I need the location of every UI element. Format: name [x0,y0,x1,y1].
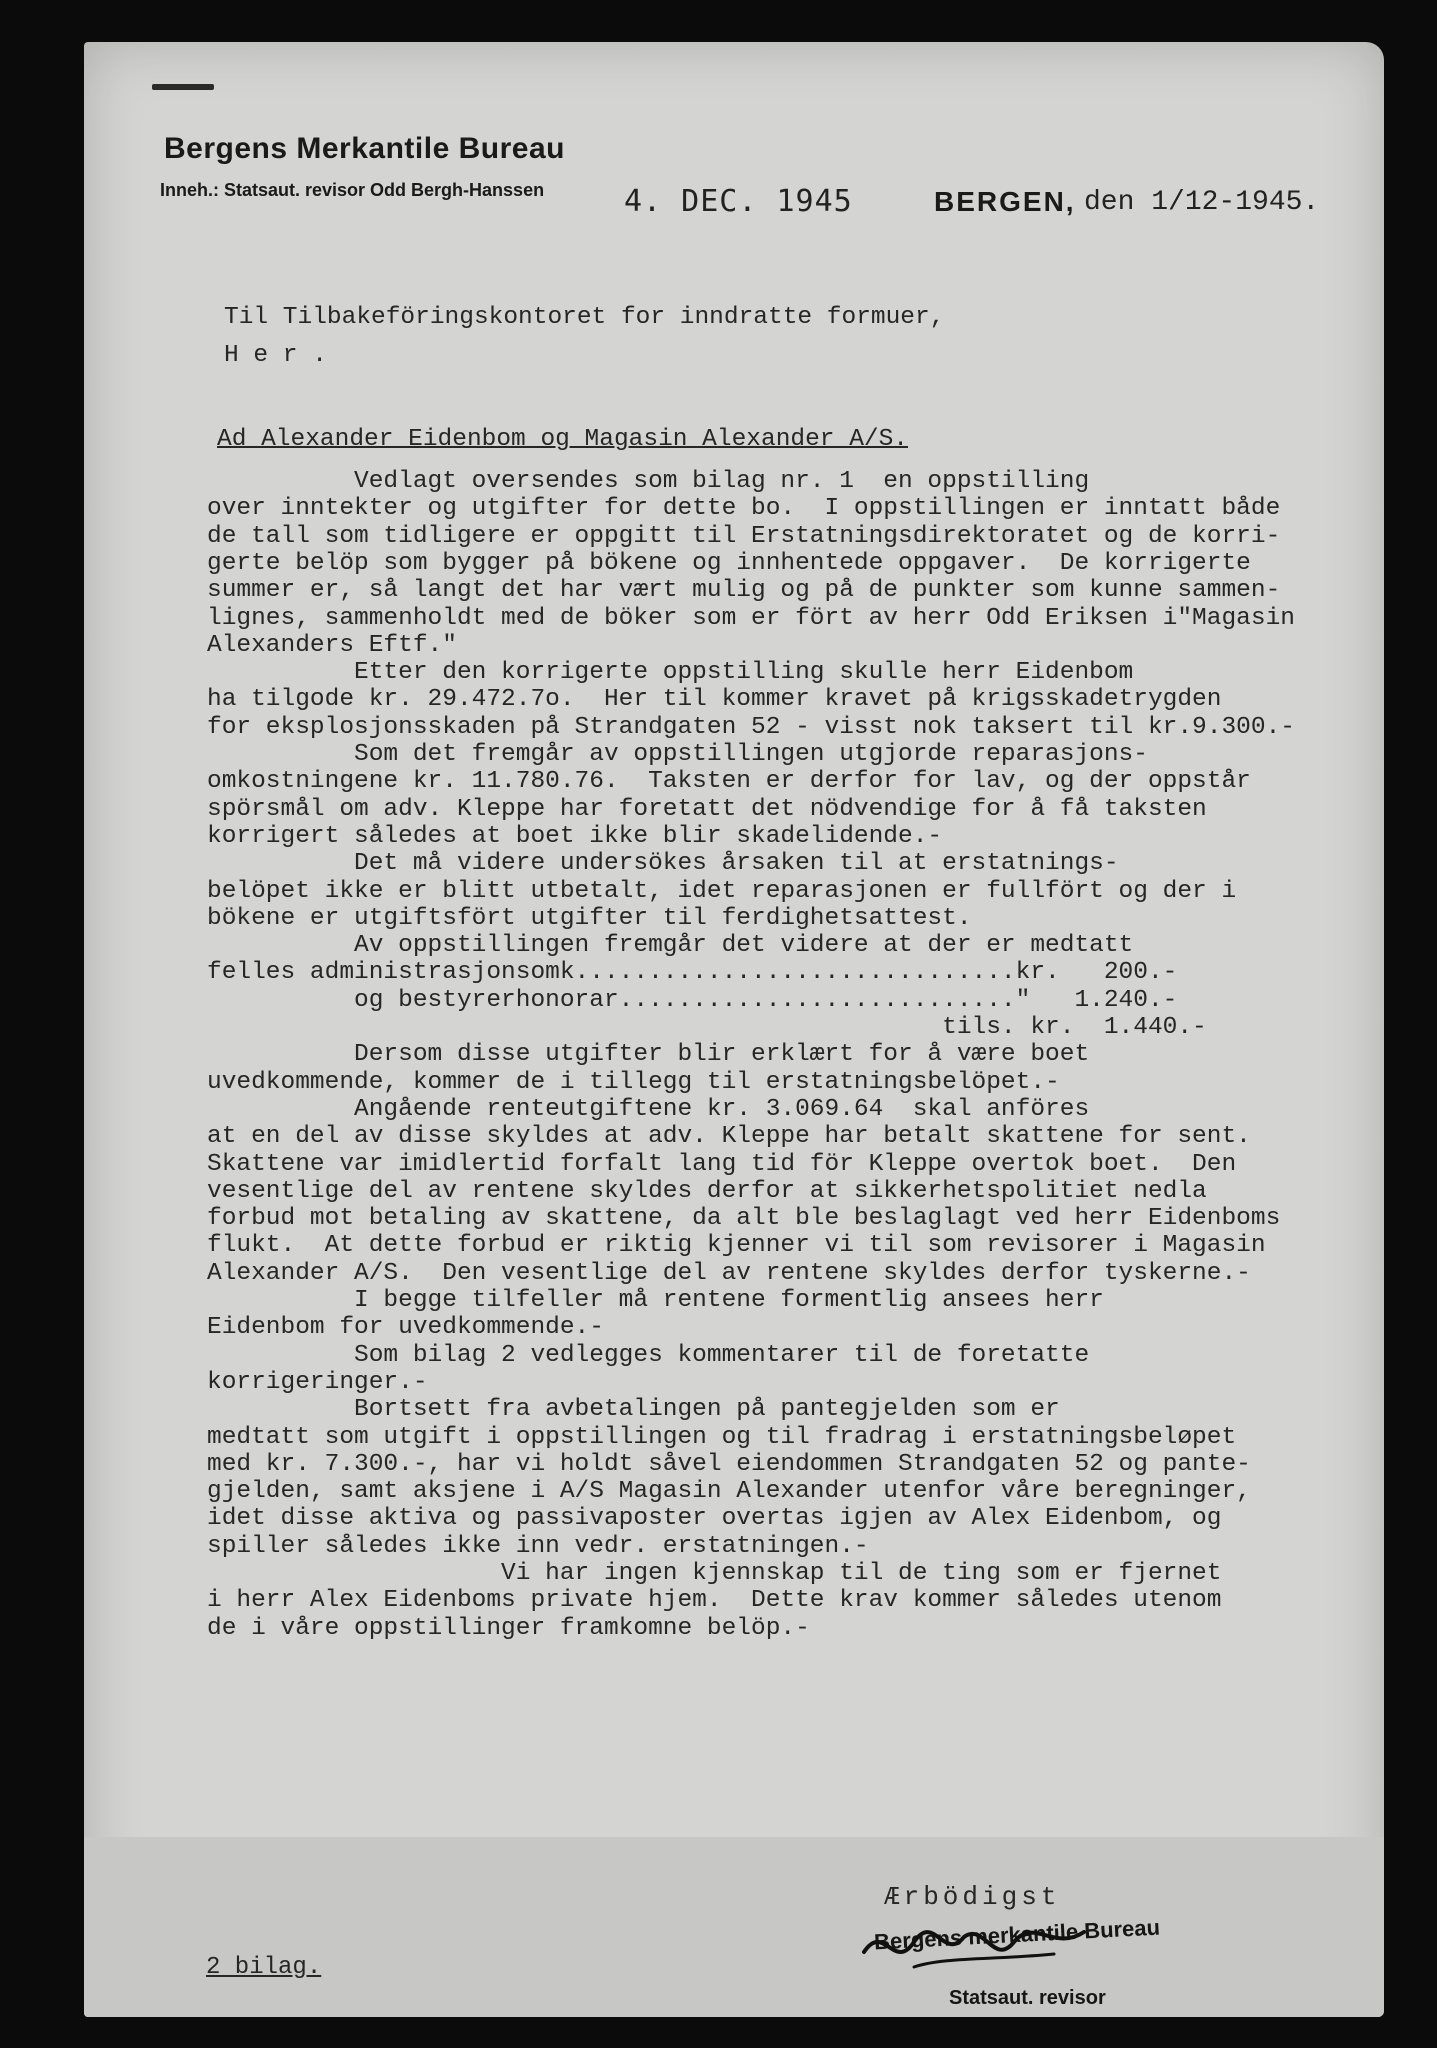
body-line: de i våre oppstillinger framkomne belöp.- [207,1614,810,1642]
body-line: Etter den korrigerte oppstilling skulle herr Eidenbom [207,659,1134,687]
company-name: Bergens Merkantile Bureau [164,132,565,165]
body-line: tils. kr. 1.440.- [207,1014,1207,1041]
body-line: Vi har ingen kjennskap til de ting som er fjernet [207,1560,1222,1587]
body-line: Det må videre undersökes årsaken til at erstatnings- [207,850,1119,878]
body-line: Bortsett fra avbetalingen på pantegjelden som er [207,1396,1060,1424]
body-line: Skattene var imidlertid forfalt lang tid för Kleppe overtok boet. Den [207,1150,1237,1178]
letter-date: den 1/12-1945. [1084,187,1320,218]
received-stamp: 4. DEC. 1945 [624,184,853,219]
body-line: ha tilgode kr. 29.472.7o. Her til kommer kravet på krigsskadetrygden [207,686,1222,714]
body-line: Eidenbom for uvedkommende.- [207,1314,604,1342]
body-line: at en del av disse skyldes at adv. Kleppe har betalt skattene for sent. [207,1123,1251,1151]
body-line: Alexanders Eftf." [207,631,457,659]
body-line: Alexander A/S. Den vesentlige del av rentene skyldes derfor tyskerne.- [207,1259,1251,1287]
body-line: korrigert således at boet ikke blir skadelidende.- [207,822,943,850]
handwritten-signature [854,1912,1104,1982]
body-line: vesentlige del av rentene skyldes derfor at sikkerhetspolitiet nedla [207,1177,1207,1205]
body-line: og bestyrerhonorar..........................." 1.240.- [207,986,1178,1014]
body-line: lignes, sammenholdt med de böker som er fört av herr Odd Eriksen i"Magasin [207,604,1295,632]
owner-line: Inneh.: Statsaut. revisor Odd Bergh-Hanssen [160,180,545,200]
body-line: spörsmål om adv. Kleppe har foretatt det nödvendige for å få taksten [207,795,1207,823]
header-mark [152,84,214,90]
signature-title: Statsaut. revisor [949,1987,1106,2009]
body-line: uvedkommende, kommer de i tillegg til erstatningsbelöpet.- [207,1068,1060,1096]
body-line: korrigeringer.- [207,1368,428,1396]
footer-band [84,1837,1384,2017]
body-line: i herr Alex Eidenboms private hjem. Dette krav kommer således utenom [207,1587,1222,1615]
body-line: medtatt som utgift i oppstillingen og til fradrag i erstatningsbeløpet [207,1423,1237,1451]
body-line: idet disse aktiva og passivaposter overtas igjen av Alex Eidenbom, og [207,1505,1222,1533]
body-line: Av oppstillingen fremgår det videre at der er medtatt [207,932,1134,960]
body-line: spiller således ikke inn vedr. erstatningen.- [207,1532,869,1560]
subject-line: Ad Alexander Eidenbom og Magasin Alexander A/S. [217,426,909,453]
body-line: gerte belöp som bygger på bökene og innhentede oppgaver. De korrigerte [207,549,1251,577]
body-line: gjelden, samt aksjene i A/S Magasin Alexander utenfor våre beregninger, [207,1478,1251,1506]
body-line: for eksplosjonsskaden på Strandgaten 52 - visst nok taksert til kr.9.300.- [207,713,1295,741]
body-line: med kr. 7.300.-, har vi holdt såvel eiendommen Strandgaten 52 og pante- [207,1450,1251,1478]
body-line: flukt. At dette forbud er riktig kjenner vi til som revisorer i Magasin [207,1232,1266,1260]
letter-page [84,42,1384,2017]
signature-company: Bergens merkantile Bureau [873,1914,1161,1955]
body-line: forbud mot betaling av skattene, da alt ble beslaglagt ved herr Eidenboms [207,1205,1281,1233]
body-line: summer er, så langt det har vært mulig og på de punkter som kunne sammen- [207,577,1281,605]
body-line: bökene er utgiftsfört utgifter til ferdighetsattest. [207,904,972,932]
body-line: belöpet ikke er blitt utbetalt, idet reparasjonen er fullfört og der i [207,877,1237,905]
body-line: Vedlagt oversendes som bilag nr. 1 en oppstilling [207,468,1090,495]
enclosures: 2 bilag. [206,1954,322,1981]
body-line: Dersom disse utgifter blir erklært for å være boet [207,1041,1090,1069]
body-line: I begge tilfeller må rentene formentlig ansees herr [207,1287,1104,1314]
body-line: over inntekter og utgifter for dette bo. I oppstillingen er inntatt både [207,495,1281,523]
address-line-2: H e r . [224,342,327,369]
body-line: Som bilag 2 vedlegges kommentarer til de foretatte [207,1341,1090,1369]
body-line: felles administrasjonsomk..............................kr. 200.- [207,959,1178,987]
body-line: omkostningene kr. 11.780.76. Taksten er derfor for lav, og der oppstår [207,768,1251,796]
letter-city: BERGEN, [934,186,1076,217]
body-line: Som det fremgår av oppstillingen utgjorde reparasjons- [207,741,1148,768]
body-line: de tall som tidligere er oppgitt til Erstatningsdirektoratet og de korri- [207,522,1281,550]
body-line: Angående renteutgiftene kr. 3.069.64 skal anföres [207,1095,1090,1123]
closing-salutation: Ærbödigst [884,1882,1061,1912]
address-line-1: Til Tilbakeföringskontoret for inndratte formuer, [224,304,945,331]
